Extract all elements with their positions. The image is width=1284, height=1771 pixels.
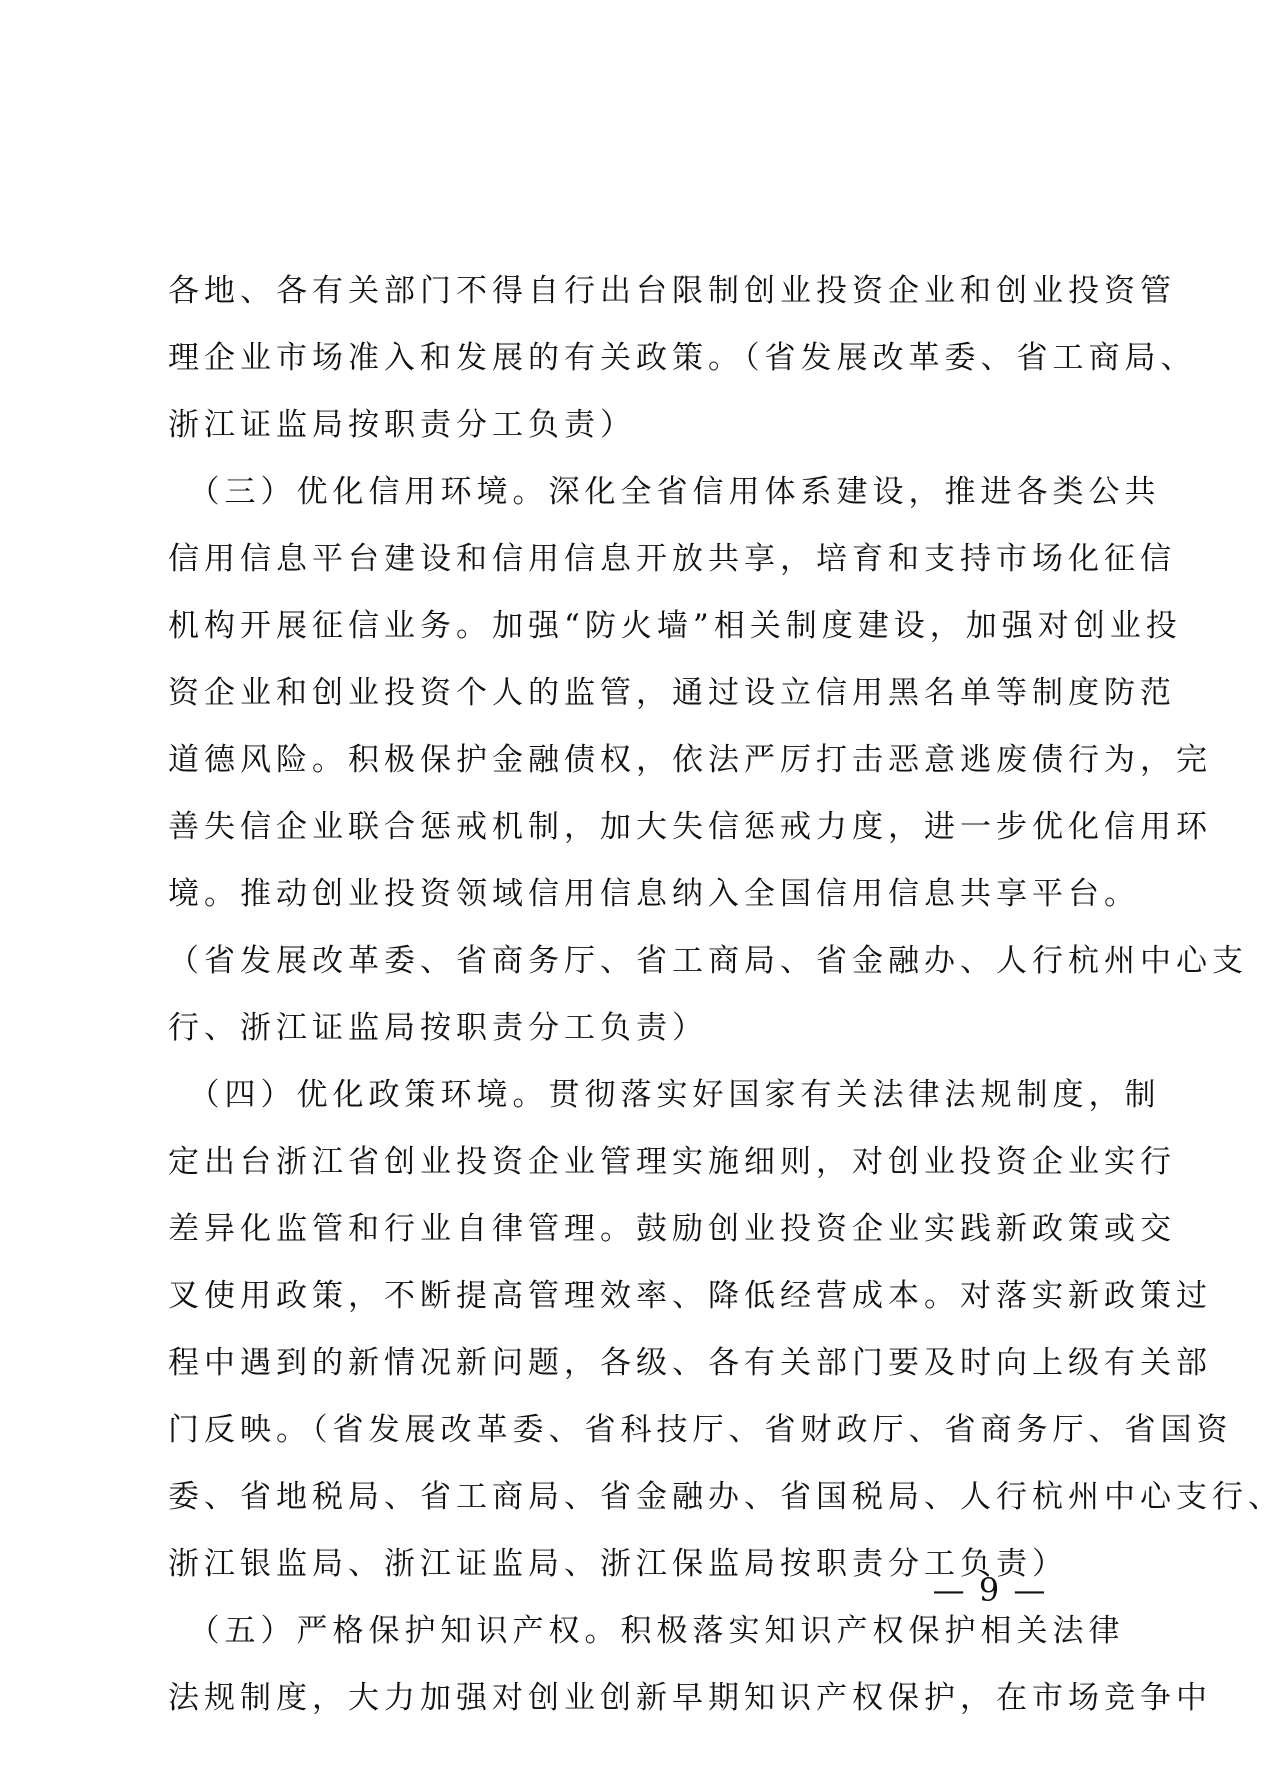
text-line: 程中遇到的新情况新问题，各级、各有关部门要及时向上级有关部 (168, 1345, 1212, 1381)
text-line: 理企业市场准入和发展的有关政策。（省发展改革委、省工商局、 (168, 340, 1197, 376)
text-line: 浙江证监局按职责分工负责） (168, 407, 636, 443)
text-line: 机构开展征信业务。加强“防火墙”相关制度建设，加强对创业投 (168, 608, 1182, 644)
text-line: 门反映。（省发展改革委、省科技厅、省财政厅、省商务厅、省国资 (168, 1412, 1233, 1448)
text-line: （四）优化政策环境。贯彻落实好国家有关法律法规制度，制 (168, 1077, 1161, 1113)
text-line: 行、浙江证监局按职责分工负责） (168, 1010, 708, 1046)
text-line: 各地、各有关部门不得自行出台限制创业投资企业和创业投资管 (168, 273, 1176, 309)
text-line: 法规制度，大力加强对创业创新早期知识产权保护，在市场竞争中 (168, 1680, 1212, 1716)
text-line: 差异化监管和行业自律管理。鼓励创业投资企业实践新政策或交 (168, 1211, 1176, 1247)
text-line: 信用信息平台建设和信用信息开放共享，培育和支持市场化征信 (168, 541, 1176, 577)
text-line: （五）严格保护知识产权。积极落实知识产权保护相关法律 (168, 1613, 1125, 1649)
text-line: 境。推动创业投资领域信用信息纳入全国信用信息共享平台。 (168, 876, 1140, 912)
text-line: 资企业和创业投资个人的监管，通过设立信用黑名单等制度防范 (168, 675, 1176, 711)
page-number: — 9 — (932, 1571, 1048, 1609)
text-line: 叉使用政策，不断提高管理效率、降低经营成本。对落实新政策过 (168, 1278, 1212, 1314)
text-line: 道德风险。积极保护金融债权，依法严厉打击恶意逃废债行为，完 (168, 742, 1212, 778)
document-body (168, 258, 1284, 1732)
text-line: （省发展改革委、省商务厅、省工商局、省金融办、人行杭州中心支 (168, 943, 1248, 979)
text-line: 委、省地税局、省工商局、省金融办、省国税局、人行杭州中心支行、 (168, 1479, 1284, 1515)
text-line: （三）优化信用环境。深化全省信用体系建设，推进各类公共 (168, 474, 1161, 510)
text-line: 浙江银监局、浙江证监局、浙江保监局按职责分工负责） (168, 1546, 1068, 1582)
text-line: 善失信企业联合惩戒机制，加大失信惩戒力度，进一步优化信用环 (168, 809, 1212, 845)
text-line: 定出台浙江省创业投资企业管理实施细则，对创业投资企业实行 (168, 1144, 1176, 1180)
